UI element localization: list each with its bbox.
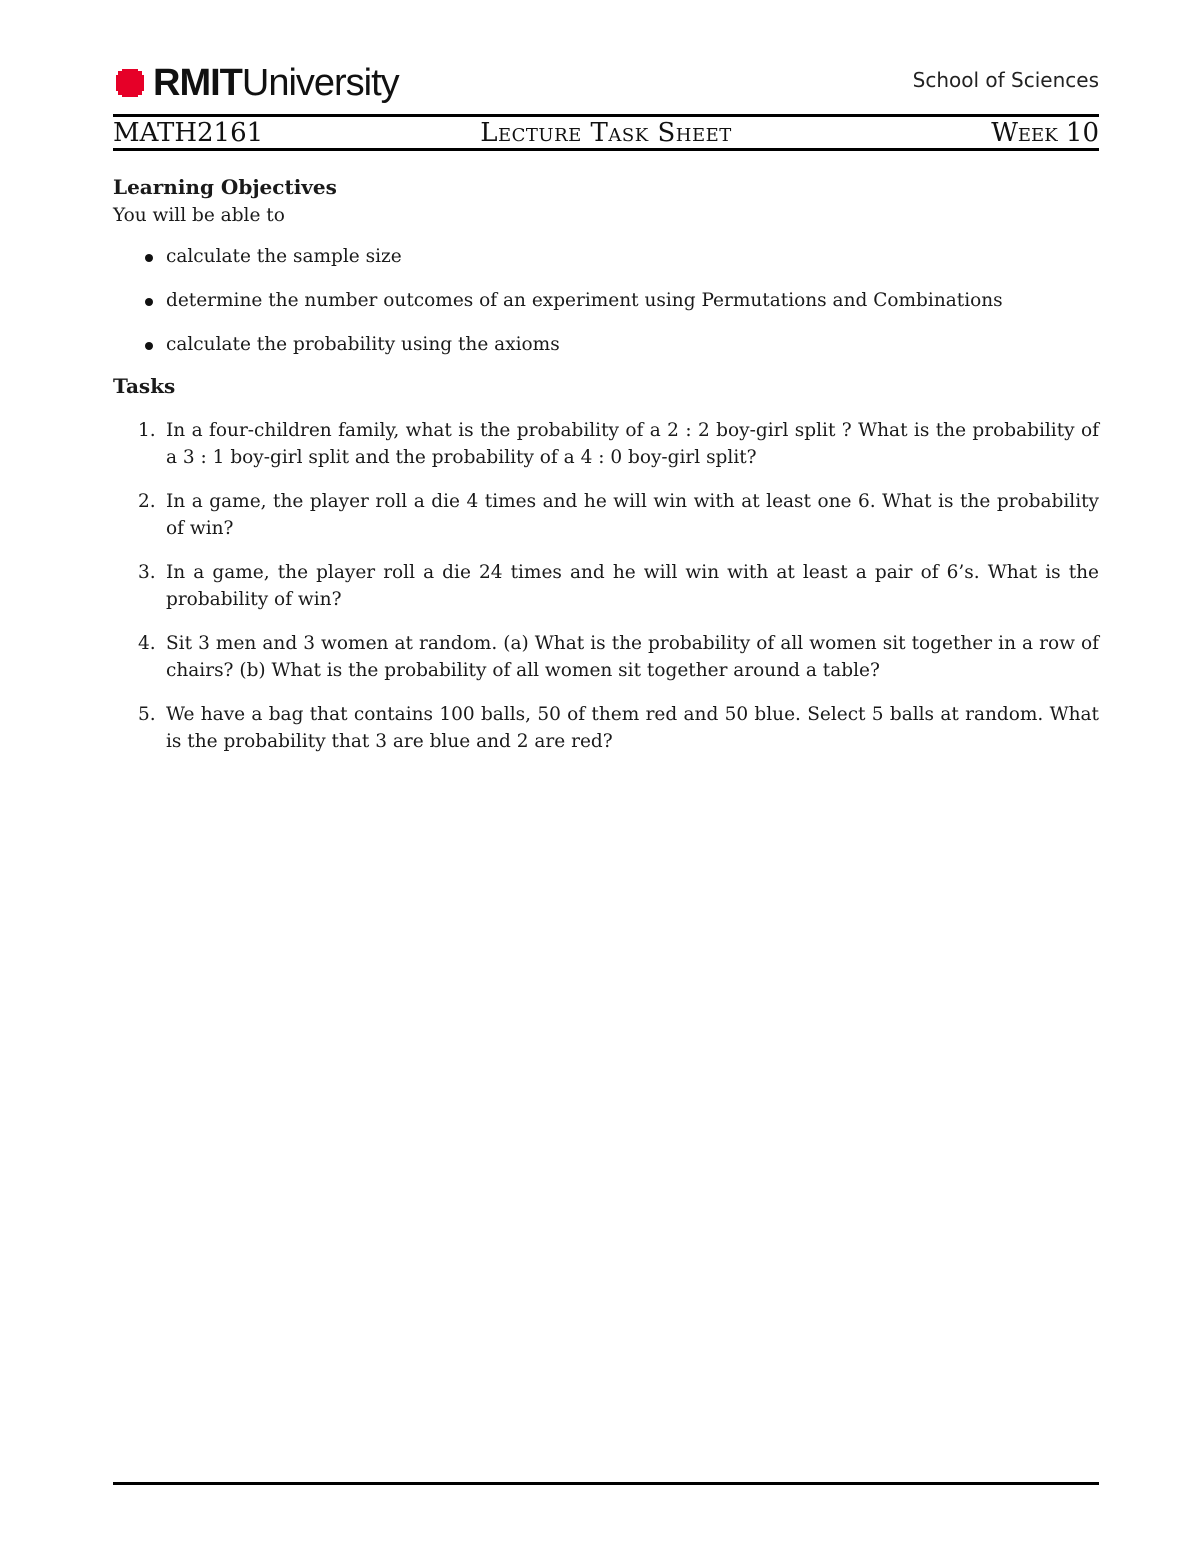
objectives-intro: You will be able to [113, 205, 285, 226]
bullet-icon [145, 298, 153, 306]
objectives-list [113, 243, 1099, 358]
task-item [138, 630, 1099, 684]
task-number: 2. [138, 491, 156, 512]
task-text: We have a bag that contains 100 balls, 50 of them red and 50 blue. Select 5 balls at random. What is the probability that 3 are blue and 2 are red? [166, 704, 1099, 752]
task-number: 1. [138, 420, 156, 441]
main-content [113, 172, 1099, 772]
sheet-title: Lecture Task Sheet [480, 118, 732, 148]
task-item [138, 417, 1099, 471]
document-page [113, 0, 1099, 1553]
task-text: In a game, the player roll a die 4 times and he will win with at least one 6. What is the probability of win? [166, 491, 1099, 539]
rmit-pixel-icon [113, 66, 147, 100]
objective-text: calculate the probability using the axioms [166, 334, 560, 355]
logo-university-text: University [241, 62, 399, 104]
bullet-icon [145, 254, 153, 262]
objective-item [166, 331, 1099, 358]
task-text: In a game, the player roll a die 24 times and he will win with at least a pair of 6’s. What is the probability of win? [166, 562, 1099, 610]
task-text: Sit 3 men and 3 women at random. (a) What is the probability of all women sit together in a row of chairs? (b) What is the probability of all women sit together around a table? [166, 633, 1099, 681]
task-item [138, 701, 1099, 755]
objectives-heading: Learning Objectives [113, 175, 337, 199]
bullet-icon [145, 342, 153, 350]
week-label: Week 10 [991, 118, 1099, 148]
rmit-logo [113, 60, 399, 106]
task-number: 5. [138, 704, 156, 725]
tasks-heading: Tasks [113, 374, 176, 398]
task-number: 4. [138, 633, 156, 654]
objective-text: determine the number outcomes of an experiment using Permutations and Combinations [166, 290, 1003, 311]
objective-text: calculate the sample size [166, 246, 402, 267]
school-name: School of Sciences [912, 68, 1099, 92]
tasks-list [113, 417, 1099, 755]
course-code: MATH2161 [113, 118, 264, 148]
task-text: In a four-children family, what is the probability of a 2 : 2 boy-girl split ? What is the probability of a 3 : 1 boy-girl split and the probability of a 4 : 0 boy-girl split? [166, 420, 1099, 468]
logo-rmit-text: RMIT [153, 62, 242, 104]
task-number: 3. [138, 562, 156, 583]
header-rule-top [113, 114, 1099, 117]
footer-rule [113, 1482, 1099, 1485]
objective-item [166, 243, 1099, 270]
task-item [138, 559, 1099, 613]
objective-item [166, 287, 1099, 314]
task-item [138, 488, 1099, 542]
header-rule-bottom [113, 148, 1099, 151]
